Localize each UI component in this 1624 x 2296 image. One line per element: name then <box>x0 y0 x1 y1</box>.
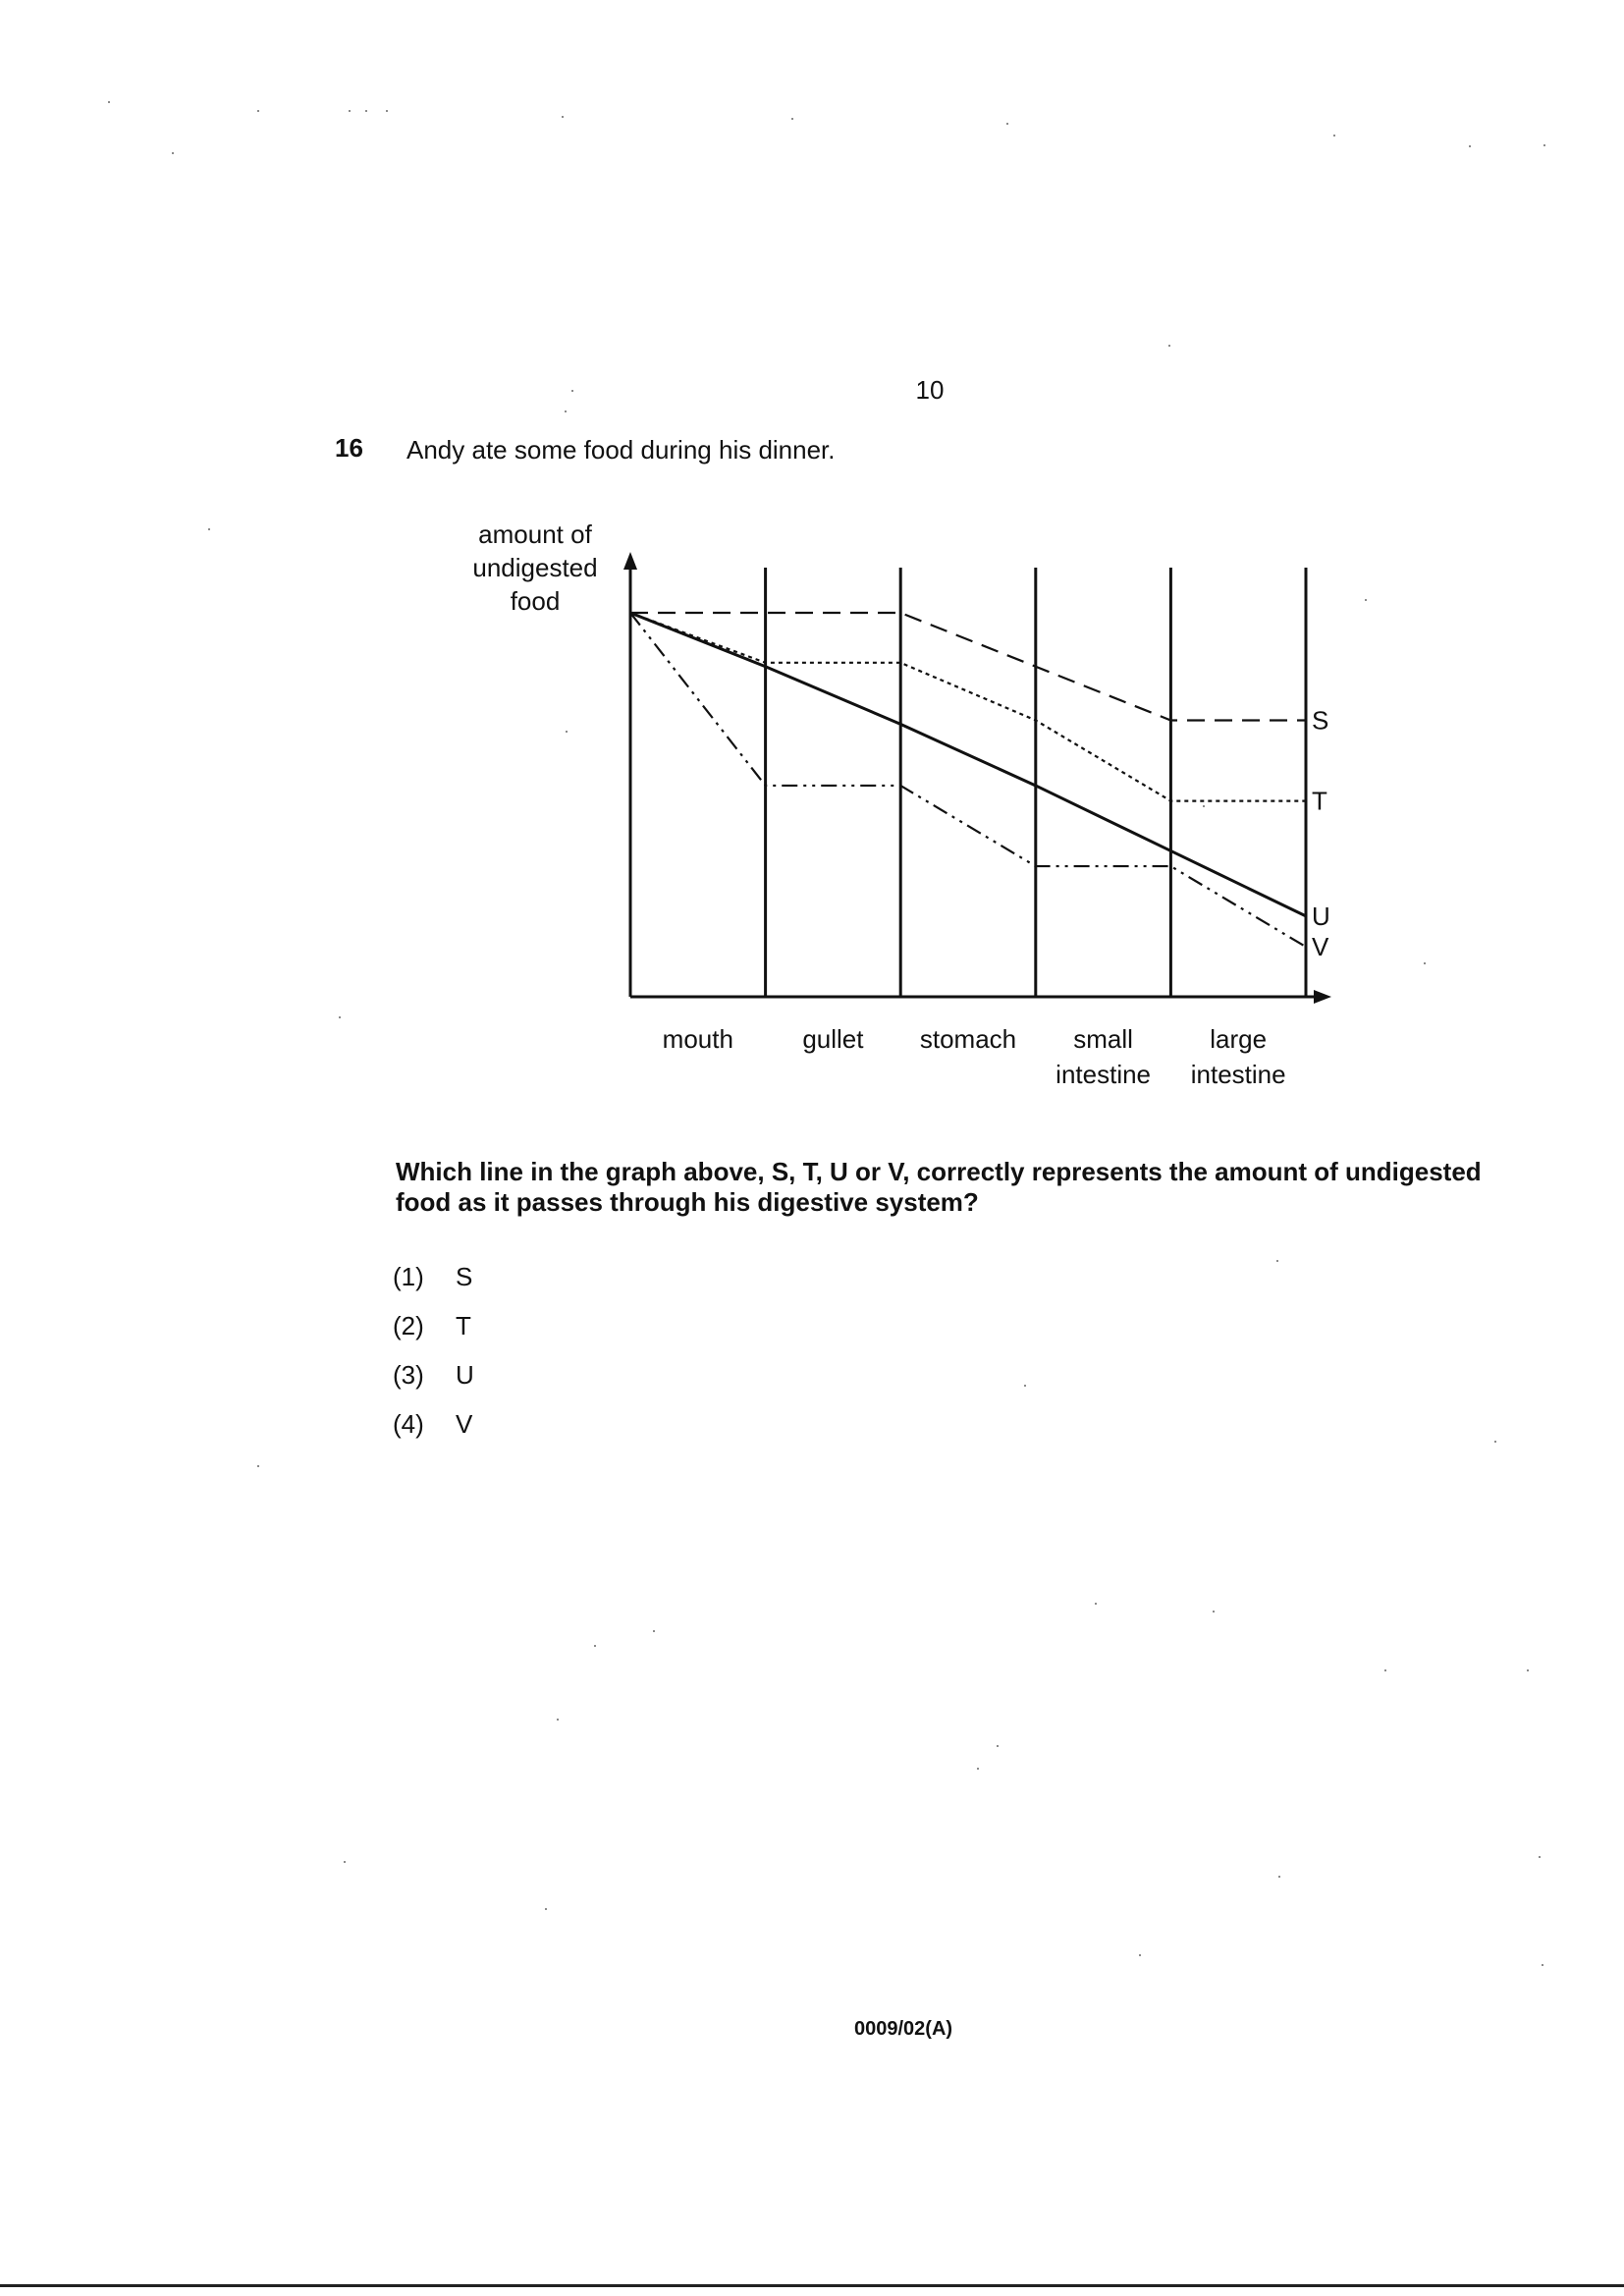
option-1-text: S <box>456 1262 473 1291</box>
x-axis-arrowhead <box>1314 990 1331 1004</box>
option-4-text: V <box>456 1409 473 1439</box>
series-line-t <box>630 613 1306 801</box>
option-2[interactable] <box>393 1311 471 1341</box>
question-prompt-line-1: Which line in the graph above, S, T, U or V, correctly represents the amount of undigested <box>396 1157 1482 1186</box>
series-line-u <box>630 613 1306 916</box>
digestion-chart <box>0 0 1624 1129</box>
series-line-s <box>630 613 1306 720</box>
option-3-text: U <box>456 1360 474 1390</box>
option-4[interactable] <box>393 1409 472 1440</box>
option-3-number: (3) <box>393 1360 424 1390</box>
series-label-t: T <box>1312 786 1327 816</box>
question-prompt <box>396 1157 1525 1218</box>
stage-dividers <box>766 568 1306 997</box>
option-2-text: T <box>456 1311 471 1340</box>
x-label-4-line-1: small <box>1073 1024 1133 1054</box>
paper-code: 0009/02(A) <box>854 2018 953 2040</box>
series-line-v <box>630 613 1306 947</box>
x-label-2-line-1: gullet <box>802 1024 864 1054</box>
series-lines <box>630 613 1306 947</box>
question-prompt-line-2: food as it passes through his digestive system? <box>396 1187 979 1217</box>
x-label-3-line-1: stomach <box>919 1024 1017 1054</box>
y-axis-label-line-2: undigested <box>472 553 598 582</box>
question-stem: Andy ate some food during his dinner. <box>406 435 836 465</box>
x-label-1-line-1: mouth <box>662 1024 733 1054</box>
y-axis-label-line-3: food <box>510 586 561 616</box>
y-axis-label-line-1: amount of <box>478 519 592 549</box>
series-labels <box>1312 705 1330 961</box>
option-2-number: (2) <box>393 1311 424 1340</box>
series-label-s: S <box>1312 705 1329 736</box>
option-1-number: (1) <box>393 1262 424 1291</box>
option-3[interactable] <box>393 1360 474 1391</box>
x-label-4-line-2: intestine <box>1056 1060 1152 1089</box>
bottom-rule <box>0 2284 1624 2287</box>
option-1[interactable] <box>393 1262 472 1292</box>
x-label-5-line-2: intestine <box>1190 1060 1286 1089</box>
y-axis-arrowhead <box>623 552 637 570</box>
x-axis-labels <box>663 1024 1286 1089</box>
x-label-5-line-1: large <box>1210 1024 1268 1054</box>
y-axis-label <box>472 519 597 616</box>
option-4-number: (4) <box>393 1409 424 1439</box>
page-number: 10 <box>915 375 945 405</box>
series-label-v: V <box>1312 932 1329 962</box>
series-label-u: U <box>1312 901 1330 931</box>
question-number: 16 <box>335 433 363 463</box>
chart-axes <box>623 552 1331 1004</box>
